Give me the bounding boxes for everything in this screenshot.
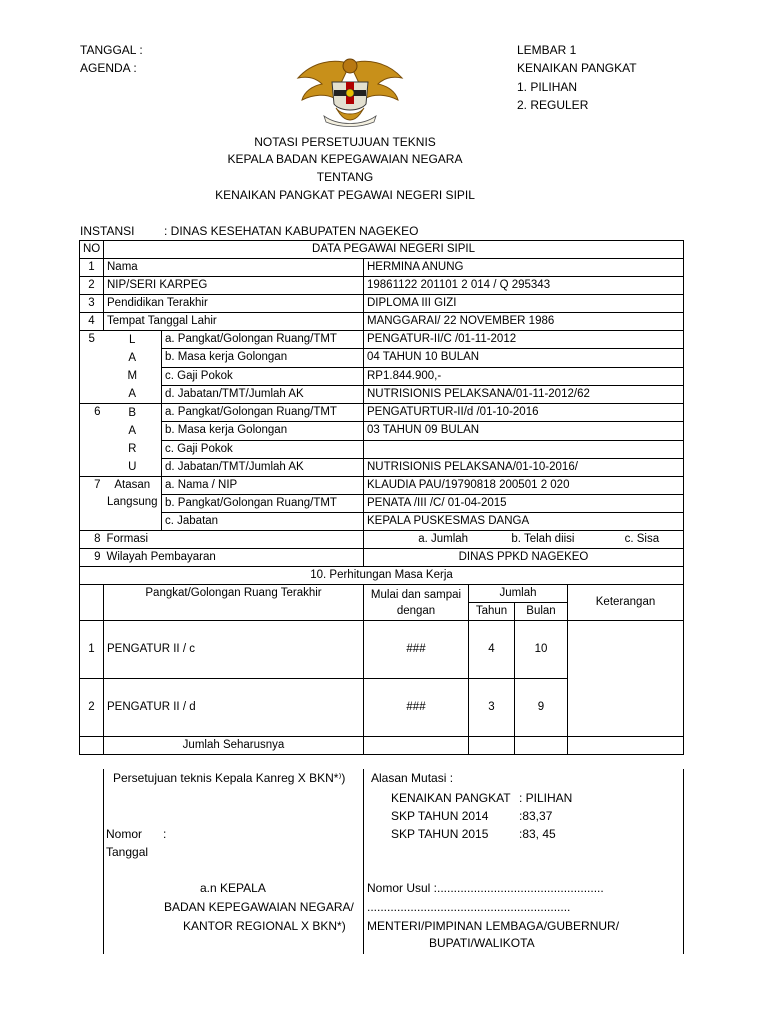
lama-letter: L xyxy=(129,334,136,346)
row-pangkat: PENGATUR II / d xyxy=(104,679,364,737)
row-no: 5 xyxy=(80,331,104,404)
table-row xyxy=(80,385,684,403)
row-label: Nama xyxy=(104,259,364,277)
lama-letter: A xyxy=(128,352,137,364)
row-no: 7 xyxy=(80,477,104,531)
table-row xyxy=(80,513,684,531)
row-no: 6 xyxy=(80,404,104,477)
row-no: 3 xyxy=(80,295,104,313)
row-label: c. Gaji Pokok xyxy=(162,367,364,385)
row-label: NIP/SERI KARPEG xyxy=(104,277,364,295)
col-jumlah-header: Jumlah xyxy=(469,585,568,603)
col-bulan-header: Bulan xyxy=(515,603,568,621)
atasan-title: Atasan xyxy=(114,479,151,491)
instansi-value: : DINAS KESEHATAN KABUPATEN NAGEKEO xyxy=(164,224,419,238)
row-label: Wilayah Pembayaran xyxy=(104,549,364,567)
instansi-label: INSTANSI xyxy=(80,224,135,238)
kenaikan-pangkat-reason: KENAIKAN PANGKAT xyxy=(391,791,511,805)
dotted-line: ............................................................. xyxy=(367,900,571,914)
table-row xyxy=(80,477,684,495)
row-label: Tempat Tanggal Lahir xyxy=(104,313,364,331)
formasi-jumlah: a. Jumlah xyxy=(418,533,469,545)
row-no: 4 xyxy=(80,313,104,331)
jumlah-seharusnya-label: Jumlah Seharusnya xyxy=(104,737,364,755)
row-bulan: 9 xyxy=(515,679,568,737)
baru-letter: U xyxy=(128,461,137,473)
kenaikan-pangkat-label: KENAIKAN PANGKAT xyxy=(517,61,637,75)
row-label: a. Pangkat/Golongan Ruang/TMT xyxy=(162,404,364,422)
row-value: DINAS PPKD NAGEKEO xyxy=(364,549,684,567)
col-mulai-line2: dengan xyxy=(396,604,436,617)
skp-2014-value: :83,37 xyxy=(519,809,553,823)
jumlah-seharusnya-row xyxy=(80,737,684,755)
row-no: 2 xyxy=(80,679,104,737)
table-row xyxy=(80,277,684,295)
tanggal-label: TANGGAL : xyxy=(80,43,143,57)
row-no: 9 xyxy=(80,549,104,567)
nomor-label: Nomor xyxy=(106,827,143,841)
row-label: c. Jabatan xyxy=(162,513,364,531)
reguler-option: 2. REGULER xyxy=(517,98,589,112)
col-tahun-header: Tahun xyxy=(469,603,515,621)
row-value xyxy=(364,440,684,458)
lama-letter: A xyxy=(128,388,137,400)
row-label: b. Pangkat/Golongan Ruang/TMT xyxy=(162,495,364,513)
formasi-telah-diisi: b. Telah diisi xyxy=(511,533,575,545)
baru-letter: A xyxy=(128,425,137,437)
formasi-values xyxy=(364,531,684,549)
badan-label: BADAN KEPEGAWAIAN NEGARA/ xyxy=(164,900,354,914)
table-row xyxy=(80,440,684,458)
nomor-usul-label: Nomor Usul :.................................................. xyxy=(367,881,604,895)
table-row xyxy=(80,367,684,385)
row-value: NUTRISIONIS PELAKSANA/01-10-2016/ xyxy=(364,458,684,476)
an-kepala-label: a.n KEPALA xyxy=(200,881,266,895)
title-line-2: KEPALA BADAN KEPEGAWAIAN NEGARA xyxy=(227,152,463,166)
row-value: PENGATURTUR-II/d /01-10-2016 xyxy=(364,404,684,422)
col-mulai-header xyxy=(364,585,469,621)
masa-kerja-header-row xyxy=(80,585,684,603)
row-bulan: 10 xyxy=(515,621,568,679)
row-value: KLAUDIA PAU/19790818 200501 2 020 xyxy=(364,477,684,495)
lama-letter: M xyxy=(127,370,138,382)
row-mulai: ### xyxy=(364,679,469,737)
row-value: 03 TAHUN 09 BULAN xyxy=(364,422,684,440)
col-pangkat-header: Pangkat/Golongan Ruang Terakhir xyxy=(104,585,364,621)
row-label: a. Pangkat/Golongan Ruang/TMT xyxy=(162,331,364,349)
persetujuan-label: Persetujuan teknis Kepala Kanreg X BKN*⁾) xyxy=(113,771,346,785)
employee-data-table xyxy=(79,240,684,755)
garuda-emblem-icon xyxy=(294,56,406,128)
row-pangkat: PENGATUR II / c xyxy=(104,621,364,679)
row-value: 19861122 201101 2 014 / Q 295343 xyxy=(364,277,684,295)
row-value: RP1.844.900,- xyxy=(364,367,684,385)
table-row xyxy=(80,495,684,513)
pilihan-option: 1. PILIHAN xyxy=(517,80,578,94)
table-row xyxy=(80,349,684,367)
row-tahun: 3 xyxy=(469,679,515,737)
row-label: d. Jabatan/TMT/Jumlah AK xyxy=(162,458,364,476)
table-row xyxy=(80,313,684,331)
baru-vertical-label xyxy=(104,404,162,477)
row-value: KEPALA PUSKESMAS DANGA xyxy=(364,513,684,531)
table-row xyxy=(80,259,684,277)
col-mulai-line1: Mulai dan sampai xyxy=(370,588,462,601)
nomor-colon: : xyxy=(163,827,167,841)
lembar-label: LEMBAR 1 xyxy=(517,43,577,57)
skp-2014-label: SKP TAHUN 2014 xyxy=(391,809,489,823)
alasan-mutasi-label: Alasan Mutasi : xyxy=(371,771,454,785)
row-mulai: ### xyxy=(364,621,469,679)
row-tahun: 4 xyxy=(469,621,515,679)
approval-section xyxy=(79,769,683,954)
baru-letter: R xyxy=(128,443,137,455)
row-label: d. Jabatan/TMT/Jumlah AK xyxy=(162,385,364,403)
row-value: NUTRISIONIS PELAKSANA/01-11-2012/62 xyxy=(364,385,684,403)
skp-2015-value: :83, 45 xyxy=(519,827,556,841)
table-row xyxy=(80,331,684,349)
agenda-label: AGENDA : xyxy=(80,61,137,75)
row-no: 1 xyxy=(80,621,104,679)
row-no: 2 xyxy=(80,277,104,295)
no-header: NO xyxy=(80,241,104,259)
row-label: c. Gaji Pokok xyxy=(162,440,364,458)
formasi-label: Formasi xyxy=(104,531,364,549)
col-keterangan-header: Keterangan xyxy=(568,585,684,621)
tanggal-field-label: Tanggal xyxy=(106,845,149,859)
table-row xyxy=(80,621,684,679)
row-value: 04 TAHUN 10 BULAN xyxy=(364,349,684,367)
row-value: MANGGARAI/ 22 NOVEMBER 1986 xyxy=(364,313,684,331)
bupati-label: BUPATI/WALIKOTA xyxy=(429,936,535,950)
formasi-sisa: c. Sisa xyxy=(624,533,660,545)
table-header-row xyxy=(80,241,684,259)
table-row xyxy=(80,404,684,422)
kantor-label: KANTOR REGIONAL X BKN*) xyxy=(183,919,346,933)
kenaikan-pangkat-value: : PILIHAN xyxy=(519,791,573,805)
table-row xyxy=(80,549,684,567)
title-line-3: TENTANG xyxy=(316,170,374,184)
table-row xyxy=(80,531,684,549)
menteri-label: MENTERI/PIMPINAN LEMBAGA/GUBERNUR/ xyxy=(367,919,620,933)
table-row xyxy=(80,295,684,313)
skp-2015-label: SKP TAHUN 2015 xyxy=(391,827,489,841)
row-label: b. Masa kerja Golongan xyxy=(162,349,364,367)
row-label: a. Nama / NIP xyxy=(162,477,364,495)
row-value: PENGATUR-II/C /01-11-2012 xyxy=(364,331,684,349)
data-header: DATA PEGAWAI NEGERI SIPIL xyxy=(104,241,684,259)
lama-vertical-label xyxy=(104,331,162,404)
title-line-4: KENAIKAN PANGKAT PEGAWAI NEGERI SIPIL xyxy=(215,188,475,202)
row-value: HERMINA ANUNG xyxy=(364,259,684,277)
table-row xyxy=(80,458,684,476)
atasan-label xyxy=(104,477,162,531)
row-label: b. Masa kerja Golongan xyxy=(162,422,364,440)
table-row xyxy=(80,422,684,440)
row-no: 8 xyxy=(80,531,104,549)
row-no: 1 xyxy=(80,259,104,277)
row-value: PENATA /III /C/ 01-04-2015 xyxy=(364,495,684,513)
row-value: DIPLOMA III GIZI xyxy=(364,295,684,313)
langsung-title: Langsung xyxy=(106,496,158,508)
masa-kerja-title: 10. Perhitungan Masa Kerja xyxy=(80,567,684,585)
row-label: Pendidikan Terakhir xyxy=(104,295,364,313)
baru-letter: B xyxy=(128,407,137,419)
title-line-1: NOTASI PERSETUJUAN TEKNIS xyxy=(254,135,436,149)
masa-kerja-title-row xyxy=(80,567,684,585)
